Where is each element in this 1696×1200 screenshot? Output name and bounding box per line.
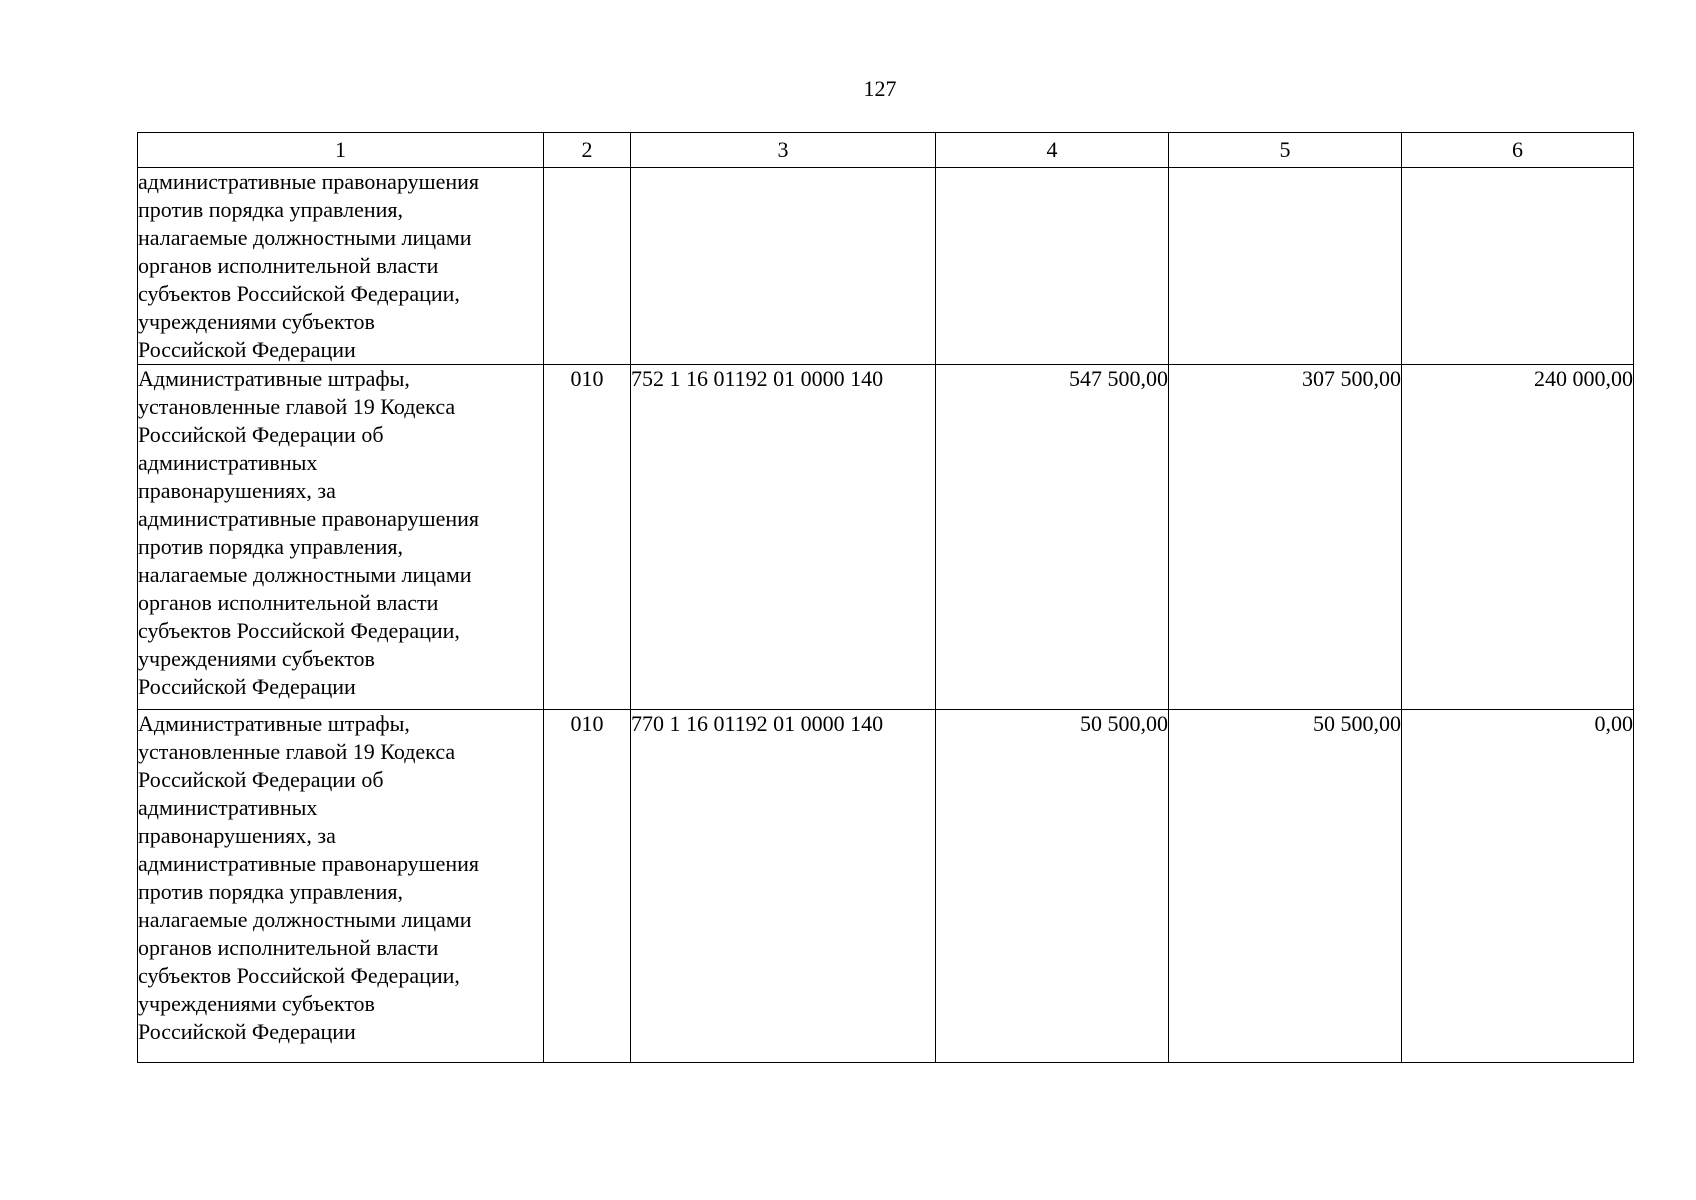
column-header-5: 5	[1169, 133, 1402, 168]
row-col5-cell: 50 500,00	[1169, 710, 1402, 1063]
row-kbk-cell: 752 1 16 01192 01 0000 140	[631, 365, 936, 710]
row-col6-cell	[1402, 168, 1634, 365]
row-col6-cell: 0,00	[1402, 710, 1634, 1063]
column-header-6: 6	[1402, 133, 1634, 168]
table-row	[138, 710, 1634, 1063]
row-code-cell: 010	[544, 365, 631, 710]
row-name-cell: административные правонарушения против порядка управления, налагаемые должностными лицами органов исполнительной власти субъектов Российской Федерации, учреждениями субъектов Российской Федерации	[138, 168, 544, 365]
table-row	[138, 168, 1634, 365]
row-code-cell: 010	[544, 710, 631, 1063]
row-kbk-cell	[631, 168, 936, 365]
column-header-2: 2	[544, 133, 631, 168]
table-header-row	[138, 133, 1634, 168]
row-total-cell: 50 500,00	[936, 710, 1169, 1063]
row-kbk-cell: 770 1 16 01192 01 0000 140	[631, 710, 936, 1063]
row-name-cell: Административные штрафы, установленные главой 19 Кодекса Российской Федерации об административных правонарушениях, за административные правонарушения против порядка управления, налагаемые должностными лицами органов исполнительной власти субъектов Российской Федерации, учреждениями субъектов Российской Федерации	[138, 710, 544, 1063]
column-header-4: 4	[936, 133, 1169, 168]
table-row	[138, 365, 1634, 710]
row-total-cell	[936, 168, 1169, 365]
page-number: 127	[863, 76, 897, 101]
row-col5-cell: 307 500,00	[1169, 365, 1402, 710]
row-code-cell	[544, 168, 631, 365]
report-table	[137, 132, 1634, 1063]
row-col6-cell: 240 000,00	[1402, 365, 1634, 710]
row-name-cell: Административные штрафы, установленные главой 19 Кодекса Российской Федерации об административных правонарушениях, за административные правонарушения против порядка управления, налагаемые должностными лицами органов исполнительной власти субъектов Российской Федерации, учреждениями субъектов Российской Федерации	[138, 365, 544, 710]
column-header-3: 3	[631, 133, 936, 168]
row-col5-cell	[1169, 168, 1402, 365]
column-header-1: 1	[138, 133, 544, 168]
row-total-cell: 547 500,00	[936, 365, 1169, 710]
